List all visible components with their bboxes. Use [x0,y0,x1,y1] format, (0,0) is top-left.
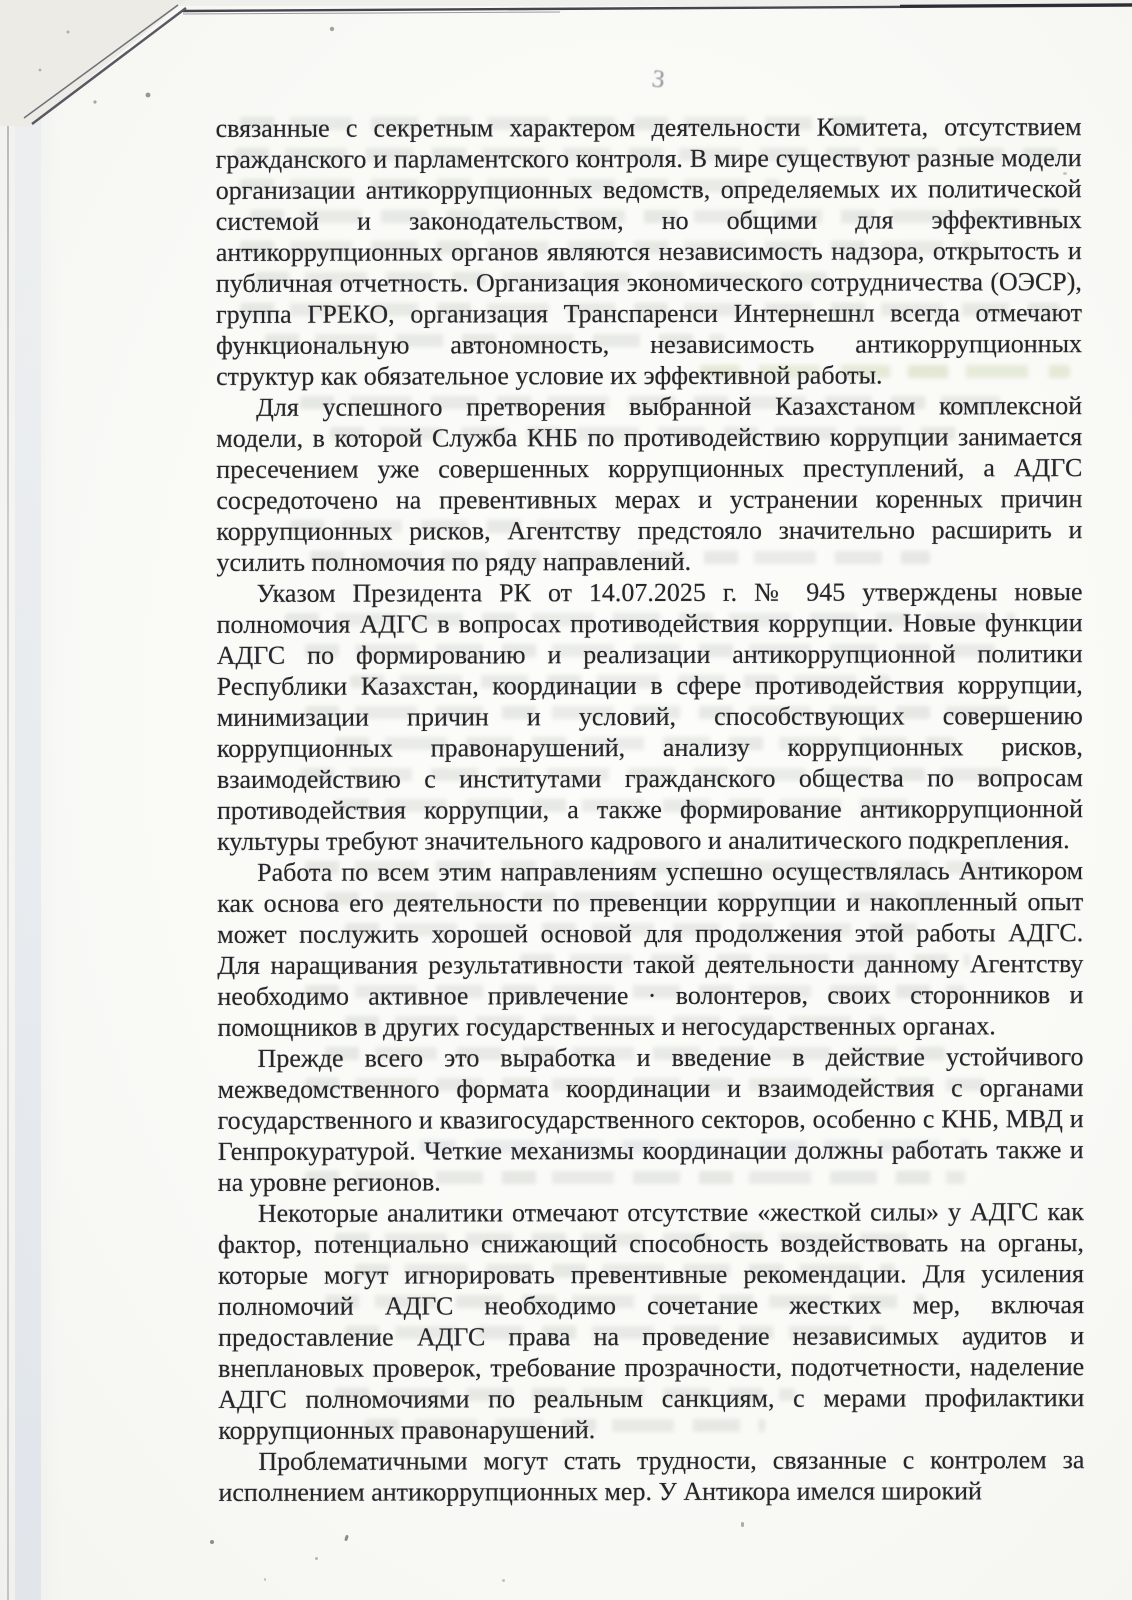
paragraph: Прежде всего это выработка и введение в действие устойчивого межведомственного формата координации и взаимодействия с органами государственного и квазигосударственного секторов, особенно с КНБ, МВД и Генпрокуратурой. Четкие механизмы координации должны работать также и на уровне регионов. [217,1042,1084,1197]
dust-speck [264,1578,266,1581]
paragraph: Указом Президента РК от 14.07.2025 г. № 945 утверждены новые полномочия АДГС в вопросах противодействия коррупции. Новые функции АДГС по формированию и реализации антикоррупционной политики Республики Казахстан, координации в сфере противодействия коррупции, минимизации причин и условий, способствующих совершению коррупционных правонарушений, анализу коррупционных рисков, взаимодействию с институтами гражданского общества по вопросам противодействия коррупции, а также формирование антикоррупционной культуры требуют значительного кадрового и аналитического подкрепления. [216,577,1084,856]
page-number: 3 [650,65,667,94]
scan-edge-band [15,0,41,1600]
paragraph: Для успешного претворения выбранной Казахстаном комплексной модели, в которой Служба КНБ по противодействию коррупции занимается пресечением уже совершенных коррупционных преступлений, а АДГС сосредоточено на превентивных мерах и устранении коренных причин коррупционных рисков, Агентству предстояло значительно расширить и усилить полномочия по ряду направлений. [216,391,1083,577]
dust-speck [210,1540,214,1544]
paragraph: Некоторые аналитики отмечают отсутствие «жесткой силы» у АДГС как фактор, потенциально снижающий способность воздействовать на органы, которые могут игнорировать превентивные рекомендации. Для усиления полномочий АДГС необходимо сочетание жестких мер, включая предоставление АДГС права на проведение независимых аудитов и внеплановых проверок, требование прозрачности, подотчетности, наделение АДГС полномочиями по реальным санкциям, с мерами профилактики коррупционных правонарушений. [217,1197,1085,1445]
dust-speck [741,1522,744,1527]
dust-speck [315,1557,318,1560]
paragraph: Проблематичными могут стать трудности, связанные с контролем за исполнением антикоррупционных мер. У Антикора имелся широкий [218,1445,1085,1507]
dust-speck [502,1579,505,1582]
dust-speck [344,1535,349,1542]
dust-speck [1063,172,1067,175]
paragraph: Работа по всем этим направлениям успешно осуществлялась Антикором как основа его деятельности по превенции коррупции и накопленный опыт может послужить хорошей основой для продолжения этой работы АДГС. Для наращивания результативности такой деятельности данному Агентству необходимо активное привлечение · волонтеров, своих сторонников и помощников в других государственных и негосударственных органах. [217,856,1084,1042]
scan-edge-line [7,0,9,1600]
document-text-block [216,111,1085,1508]
paragraph: связанные с секретным характером деятельности Комитета, отсутствием гражданского и парламентского контроля. В мире существуют разные модели организации антикоррупционных ведомств, определяемых их политической системой и законодательством, но общими для эффективных антикоррупционных органов являются независимость надзора, открытость и публичная отчетность. Организация экономического сотрудничества (ОЭСР), группа ГРЕКО, организация Транспаренси Интернешнл всегда отмечают функциональную автономность, независимость антикоррупционных структур как обязательное условие их эффективной работы. [215,112,1083,391]
